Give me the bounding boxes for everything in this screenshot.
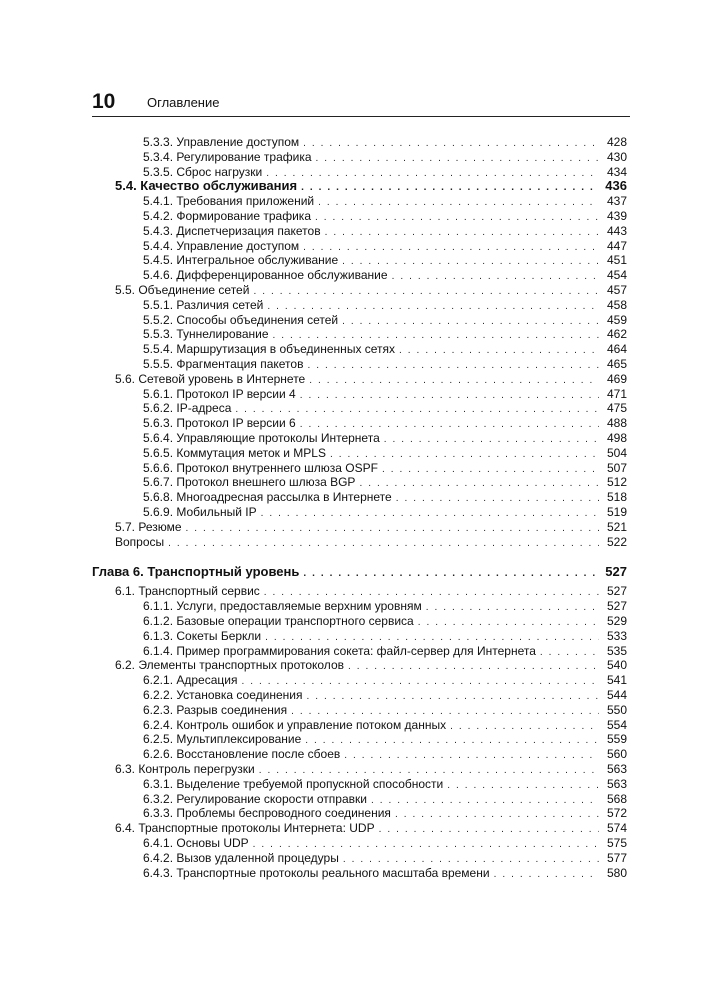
toc-entry <box>115 761 627 777</box>
toc-entry-title: 5.6. Сетевой уровень в Интернете <box>115 371 306 386</box>
toc-entry <box>143 598 627 614</box>
toc-entry-title: 5.4.3. Диспетчеризация пакетов <box>143 223 321 238</box>
toc-entry <box>143 341 627 357</box>
toc-entry-title: 5.5.2. Способы объединения сетей <box>143 312 339 327</box>
toc-entry-page: 454 <box>606 268 627 283</box>
toc-entry-page: 462 <box>606 327 627 342</box>
toc-entry-title: 6.4.1. Основы UDP <box>143 836 249 850</box>
toc-entry <box>143 149 627 165</box>
toc-entry-title: 5.6.6. Протокол внутреннего шлюза OSPF <box>143 460 378 475</box>
toc-entry <box>143 223 627 239</box>
toc-entry-page: 535 <box>606 643 627 658</box>
toc-entry-title: 5.6.1. Протокол IP версии 4 <box>143 386 296 401</box>
toc-entry-page: 488 <box>606 416 627 431</box>
toc-entry-page: 527 <box>605 564 627 580</box>
toc-dot-leader <box>494 867 599 883</box>
toc-entry-page: 527 <box>606 599 627 614</box>
toc-entry <box>115 657 627 673</box>
toc-entry <box>143 717 627 733</box>
toc-entry <box>143 415 627 431</box>
toc-entry-page: 527 <box>606 584 627 599</box>
toc-entry-title: 5.5.1. Различия сетей <box>143 297 264 312</box>
toc-entry-title: 5.4.1. Требования приложений <box>143 194 315 209</box>
page-header <box>92 90 630 117</box>
toc-entry-title: 5.6.9. Мобильный IP <box>143 505 257 519</box>
toc-entry <box>143 164 627 180</box>
toc-entry-title: 5.6.4. Управляющие протоколы Интернета <box>143 431 380 445</box>
toc-entry-page: 430 <box>606 149 627 164</box>
toc-entry-page: 451 <box>606 253 627 268</box>
toc-entry-page: 434 <box>606 164 627 179</box>
running-title: Оглавление <box>147 95 220 110</box>
toc-entry <box>143 445 627 461</box>
toc-entry-page: 439 <box>606 209 627 223</box>
toc-entry <box>143 702 627 718</box>
toc-entry-page: 580 <box>606 865 627 880</box>
toc-entry <box>143 835 627 851</box>
toc-entry-title: 6.1.1. Услуги, предоставляемые верхним уровням <box>143 599 422 614</box>
toc-entry-title: 6.3.1. Выделение требуемой пропускной способности <box>143 776 444 791</box>
toc-entry-title: 6.2.5. Мультиплексирование <box>143 732 302 747</box>
toc-entry <box>143 356 627 372</box>
toc-entry <box>143 850 627 866</box>
toc-entry-title: 6.4. Транспортные протоколы Интернета: UDP <box>115 821 375 836</box>
toc-entry-title: 5.4. Качество обслуживания <box>115 178 298 194</box>
toc-entry <box>143 628 627 644</box>
toc-entry-title: 5.3.5. Сброс нагрузки <box>143 164 263 179</box>
toc-entry <box>115 519 627 535</box>
toc-entry-page: 529 <box>606 614 627 628</box>
toc-entry-page: 559 <box>606 732 627 747</box>
toc-entry-page: 507 <box>606 460 627 475</box>
toc-entry-page: 498 <box>606 431 627 445</box>
toc-entry-page: 437 <box>606 194 627 209</box>
toc-entry-page: 577 <box>606 850 627 865</box>
toc-entry-page: 522 <box>606 534 627 549</box>
toc-entry-title: 5.3.4. Регулирование трафика <box>143 149 312 164</box>
toc-entry-page: 459 <box>606 312 627 327</box>
toc-entry <box>143 746 627 762</box>
toc-entry-page: 568 <box>606 791 627 806</box>
toc-entry-page: 518 <box>606 490 627 505</box>
toc-entry <box>143 865 627 881</box>
toc-entry-page: 540 <box>606 658 627 673</box>
toc-entry-title: 6.3. Контроль перегрузки <box>115 762 255 776</box>
toc-entry-page: 436 <box>605 178 627 194</box>
toc-entry-title: 6.3.2. Регулирование скорости отправки <box>143 791 367 806</box>
toc-entry-title: Вопросы <box>115 534 165 549</box>
toc-entry-title: 5.6.2. IP-адреса <box>143 401 232 416</box>
toc-entry-page: 512 <box>606 475 627 490</box>
toc-entry-page: 447 <box>606 238 627 253</box>
toc-entry <box>143 731 627 747</box>
toc-entry <box>143 430 627 446</box>
toc-entry <box>143 643 627 659</box>
toc-entry-title: 5.6.8. Многоадресная рассылка в Интернете <box>143 490 392 505</box>
toc-entry-title: Глава 6. Транспортный уровень <box>92 564 300 580</box>
toc-entry-page: 521 <box>606 519 627 534</box>
toc-entry <box>143 326 627 342</box>
toc-entry <box>143 134 627 150</box>
toc-entry-title: 5.4.4. Управление доступом <box>143 238 300 253</box>
toc-entry-page: 554 <box>606 717 627 732</box>
toc-entry-title: 5.5. Объединение сетей <box>115 283 250 297</box>
toc-entry-title: 5.3.3. Управление доступом <box>143 135 300 149</box>
toc-entry <box>143 238 627 254</box>
toc-entry-page: 550 <box>606 702 627 717</box>
toc-entry <box>143 805 627 821</box>
toc-entry-page: 541 <box>606 673 627 688</box>
toc-entry-title: 5.6.5. Коммутация меток и MPLS <box>143 445 326 460</box>
toc-entry-page: 475 <box>606 401 627 416</box>
toc-entry-title: 6.1.2. Базовые операции транспортного сервиса <box>143 614 414 628</box>
toc-entry <box>115 371 627 387</box>
toc-entry-title: 6.1. Транспортный сервис <box>115 584 260 599</box>
toc-entry <box>143 386 627 402</box>
toc-entry <box>115 534 627 550</box>
toc-entry-title: 5.6.7. Протокол внешнего шлюза BGP <box>143 475 356 490</box>
toc-entry-page: 544 <box>606 688 627 702</box>
toc-entry-title: 6.2.4. Контроль ошибок и управление потоком данных <box>143 717 447 732</box>
toc-entry-page: 519 <box>606 505 627 519</box>
toc-entry <box>143 791 627 807</box>
toc-entry-title: 5.4.5. Интегральное обслуживание <box>143 253 339 268</box>
toc-entry <box>143 312 627 328</box>
toc-entry-page: 560 <box>606 747 627 762</box>
toc-entry-title: 6.4.2. Вызов удаленной процедуры <box>143 850 339 865</box>
toc-entry-page: 563 <box>606 762 627 776</box>
toc-entry <box>143 687 627 703</box>
toc-dot-leader <box>168 536 599 552</box>
toc-entry <box>143 460 627 476</box>
toc-entry <box>115 178 627 194</box>
toc-entry <box>143 193 627 209</box>
toc-entry <box>92 564 627 580</box>
page-number: 10 <box>92 90 116 113</box>
toc-entry-title: 5.6.3. Протокол IP версии 6 <box>143 416 296 431</box>
toc-entry-title: 6.1.3. Сокеты Беркли <box>143 628 262 643</box>
toc-entry-page: 533 <box>606 628 627 643</box>
toc-entry <box>115 820 627 836</box>
toc-entry-title: 6.2. Элементы транспортных протоколов <box>115 658 344 673</box>
toc-entry-title: 6.2.6. Восстановление после сбоев <box>143 747 341 762</box>
toc-entry <box>143 504 627 520</box>
toc-entry-title: 5.5.5. Фрагментация пакетов <box>143 357 304 371</box>
toc-entry-title: 6.3.3. Проблемы беспроводного соединения <box>143 806 391 821</box>
toc-entry-title: 6.2.1. Адресация <box>143 673 238 688</box>
toc-entry <box>143 776 627 792</box>
toc-entry-title: 6.1.4. Пример программирования сокета: файл-сервер для Интернета <box>143 643 536 658</box>
toc-entry-title: 5.4.6. Дифференцированное обслуживание <box>143 268 388 283</box>
toc-entry-page: 464 <box>606 342 627 357</box>
toc-entry <box>143 474 627 490</box>
toc-entry-page: 575 <box>606 836 627 850</box>
toc-entry <box>143 489 627 505</box>
toc-entry <box>143 267 627 283</box>
toc-entry <box>115 282 627 298</box>
toc-entry-title: 5.7. Резюме <box>115 519 182 534</box>
toc-entry <box>115 583 627 599</box>
toc-entry-page: 471 <box>606 386 627 401</box>
toc-entry-page: 458 <box>606 297 627 312</box>
toc-entry-page: 465 <box>606 357 627 371</box>
toc-entry <box>143 208 627 224</box>
toc-entry-page: 574 <box>606 821 627 836</box>
toc-dot-leader <box>303 566 599 582</box>
toc-entry-title: 6.2.2. Установка соединения <box>143 688 303 702</box>
toc-entry-title: 6.2.3. Разрыв соединения <box>143 702 288 717</box>
toc-entry <box>143 400 627 416</box>
toc-entry <box>143 672 627 688</box>
toc-entry-title: 5.5.4. Маршрутизация в объединенных сетях <box>143 342 396 357</box>
toc-entry-page: 428 <box>606 135 627 149</box>
toc-entry <box>143 613 627 629</box>
toc-entry <box>143 252 627 268</box>
toc-entry-page: 572 <box>606 806 627 821</box>
toc-entry-title: 6.4.3. Транспортные протоколы реального масштаба времени <box>143 865 490 880</box>
toc-entry <box>143 297 627 313</box>
toc-entry-page: 469 <box>606 371 627 386</box>
toc-entry-page: 563 <box>606 776 627 791</box>
toc-entry-page: 457 <box>606 283 627 297</box>
toc-entry-title: 5.5.3. Туннелирование <box>143 327 269 342</box>
toc-entry-page: 443 <box>606 223 627 238</box>
toc-entry-title: 5.4.2. Формирование трафика <box>143 209 311 223</box>
toc-entry-page: 504 <box>606 445 627 460</box>
